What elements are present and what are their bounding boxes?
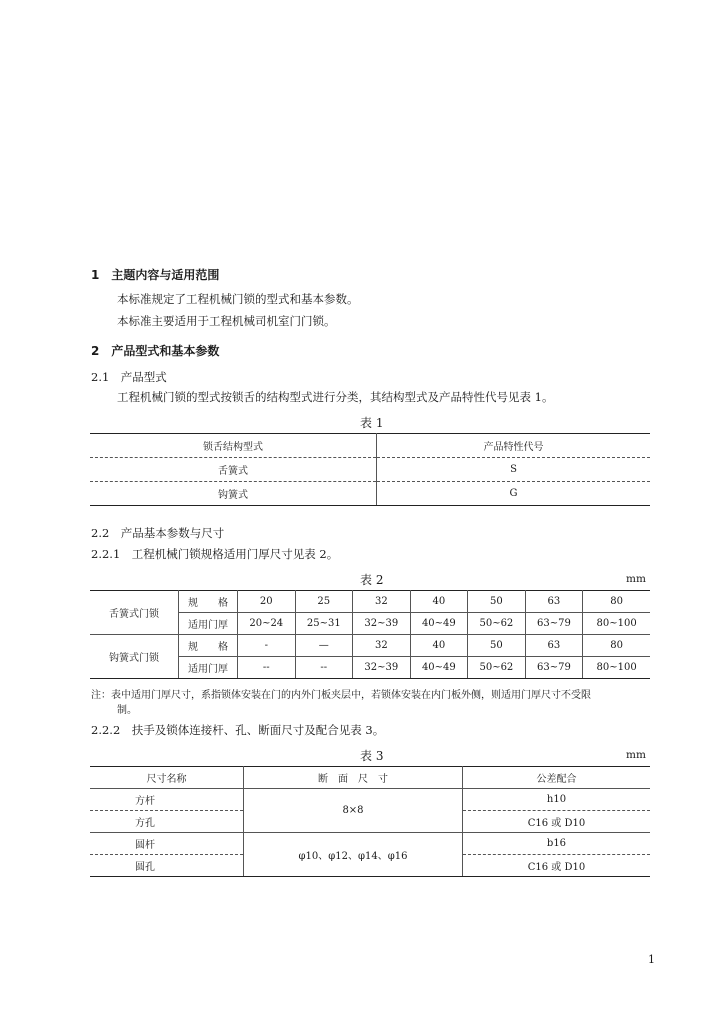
table-2-cell: 32~39 [353,657,411,679]
table-2-row-label: 规 格 [179,591,238,613]
table-3-row-name: 圆孔 [90,855,244,877]
page-number: 1 [648,953,655,966]
table-2-group-label: 舌簧式门锁 [90,591,179,635]
table-2-cell: 20 [238,591,296,613]
table-3-unit: mm [626,749,646,761]
table-3-section-round: φ10、φ12、φ14、φ16 [244,833,463,877]
section-1-paragraph-2: 本标准主要适用于工程机械司机室门门锁。 [117,314,336,328]
table-3-row-name: 圆杆 [90,833,244,855]
table-3-row-name: 方孔 [90,811,244,833]
table-3-tolerance: C16 或 D10 [463,855,651,877]
table-2-cell: 50 [468,591,526,613]
table-3-tolerance: h10 [463,789,651,811]
table-2-cell: 80 [583,635,650,657]
table-3-tolerance: C16 或 D10 [463,811,651,833]
table-1-header-code: 产品特性代号 [377,434,651,458]
table-3-caption: 表 3 [360,749,384,763]
table-2-cell: 32 [353,635,411,657]
table-2-cell: 40~49 [410,657,468,679]
section-1-paragraph-1: 本标准规定了工程机械门锁的型式和基本参数。 [117,292,359,306]
table-1-cell: S [377,458,651,482]
table-2-row-label: 适用门厚 [179,613,238,635]
table-3-row-name: 方杆 [90,789,244,811]
table-2-cell: 25 [295,591,353,613]
table-2-cell: 40 [410,591,468,613]
table-1-caption: 表 1 [360,416,384,430]
table-2-row-label: 规 格 [179,635,238,657]
table-2 [90,590,650,679]
table-2-cell: 32 [353,591,411,613]
table-2-row-label: 适用门厚 [179,657,238,679]
table-2-cell: 63~79 [525,657,583,679]
table-2-cell: 50~62 [468,613,526,635]
table-3-section-square: 8×8 [244,789,463,833]
table-2-cell: 80~100 [583,613,650,635]
table-2-cell: 20~24 [238,613,296,635]
table-3-header-name: 尺寸名称 [90,767,244,789]
section-2-2-1-heading: 2.2.1 工程机械门锁规格适用门厚尺寸见表 2。 [91,547,339,561]
table-2-group-label: 钩簧式门锁 [90,635,179,679]
table-1 [90,433,650,506]
table-3 [90,766,650,877]
table-2-cell: 63~79 [525,613,583,635]
table-1-cell: 舌簧式 [90,458,377,482]
table-2-cell: 80 [583,591,650,613]
table-1-cell: G [377,482,651,506]
table-3-header-section: 断 面 尺 寸 [244,767,463,789]
section-2-2-heading: 2.2 产品基本参数与尺寸 [91,526,225,540]
table-2-cell: -- [238,657,296,679]
table-2-cell: 80~100 [583,657,650,679]
table-2-cell: 50~62 [468,657,526,679]
table-2-cell: 50 [468,635,526,657]
section-2-1-paragraph: 工程机械门锁的型式按锁舌的结构型式进行分类，其结构型式及产品特性代号见表 1。 [117,390,554,404]
table-2-cell: 32~39 [353,613,411,635]
table-3-tolerance: b16 [463,833,651,855]
section-2-2-2-heading: 2.2.2 扶手及锁体连接杆、孔、断面尺寸及配合见表 3。 [91,723,385,737]
table-2-cell: — [295,635,353,657]
table-2-cell: 40 [410,635,468,657]
table-2-note: 注：表中适用门厚尺寸，系指锁体安装在门的内外门板夹层中，若锁体安装在内门板外侧，则适用门厚尺寸不受限 [91,690,591,701]
table-3-header-tolerance: 公差配合 [463,767,651,789]
table-2-caption: 表 2 [360,573,384,587]
section-1-heading: 1 主题内容与适用范围 [91,268,220,282]
table-2-unit: mm [626,573,646,585]
table-2-cell: -- [295,657,353,679]
table-2-cell: 63 [525,591,583,613]
table-1-cell: 钩簧式 [90,482,377,506]
section-2-1-heading: 2.1 产品型式 [91,370,167,384]
table-1-header-structure: 锁舌结构型式 [90,434,377,458]
table-2-cell: 40~49 [410,613,468,635]
table-2-cell: - [238,635,296,657]
section-2-heading: 2 产品型式和基本参数 [91,344,220,358]
table-2-note-continued: 制。 [117,705,137,716]
table-2-cell: 25~31 [295,613,353,635]
table-2-cell: 63 [525,635,583,657]
